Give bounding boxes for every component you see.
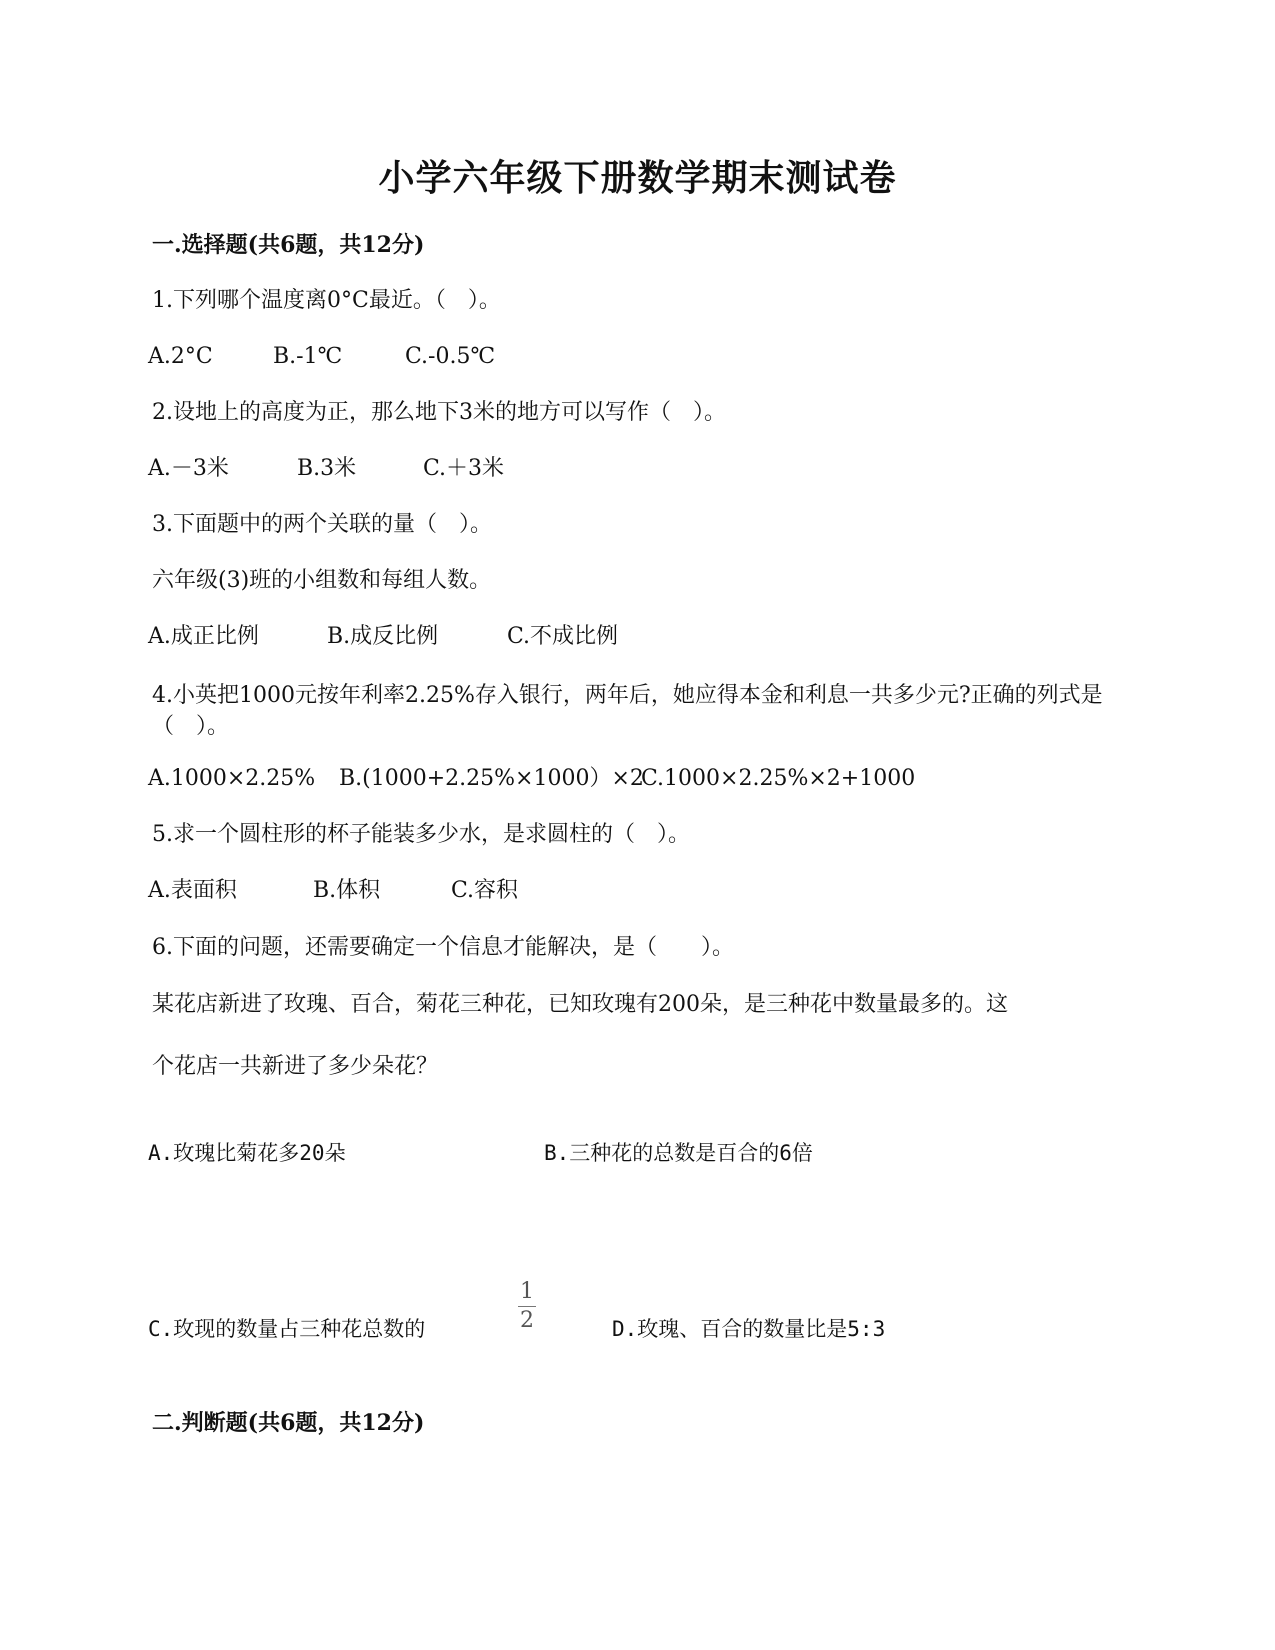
question-2-option-c: C.＋3米 — [423, 456, 505, 481]
question-1-option-a: A.2°C — [148, 344, 213, 369]
question-4-option-b: B.(1000+2.25%×1000）×2 — [339, 766, 644, 791]
section-heading-judgement: 二.判断题(共6题，共12分) — [152, 1410, 425, 1436]
question-6-context-line-2: 个花店一共新进了多少朵花？ — [152, 1054, 439, 1079]
question-2-option-a: A.－3米 — [148, 456, 229, 481]
section-heading-choice: 一.选择题(共6题，共12分) — [152, 232, 425, 258]
question-3-stem: 3.下面题中的两个关联的量（ ）。 — [152, 512, 492, 537]
question-2-stem: 2.设地上的高度为正，那么地下3米的地方可以写作（ ）。 — [152, 400, 726, 425]
question-6-context-line-1: 某花店新进了玫瑰、百合，菊花三种花，已知玫瑰有200朵，是三种花中数量最多的。这 — [152, 992, 1008, 1017]
question-3-option-a: A.成正比例 — [148, 624, 259, 649]
page-title: 小学六年级下册数学期末测试卷 — [378, 157, 897, 199]
question-5-stem: 5.求一个圆柱形的杯子能装多少水，是求圆柱的（ ）。 — [152, 822, 690, 847]
question-3-option-c: C.不成比例 — [507, 624, 619, 649]
question-1-option-b: B.-1℃ — [273, 344, 343, 369]
question-4-option-c: C.1000×2.25%×2+1000 — [641, 766, 916, 791]
question-1-stem: 1.下列哪个温度离0°C最近。（ ）。 — [152, 288, 501, 313]
question-5-option-b: B.体积 — [313, 878, 381, 903]
question-2-option-b: B.3米 — [297, 456, 357, 481]
fraction-denominator: 2 — [520, 1308, 534, 1333]
question-6-fraction — [515, 1280, 539, 1333]
question-3-context: 六年级(3)班的小组数和每组人数。 — [152, 568, 492, 593]
fraction-numerator: 1 — [520, 1279, 534, 1304]
question-6-stem: 6.下面的问题，还需要确定一个信息才能解决，是（ ）。 — [152, 935, 734, 960]
question-6-option-b: B.三种花的总数是百合的6倍 — [544, 1141, 813, 1165]
question-6-option-c: C.玫现的数量占三种花总数的 — [148, 1317, 426, 1341]
question-3-option-b: B.成反比例 — [327, 624, 439, 649]
question-4-stem: 4.小英把1000元按年利率2.25%存入银行，两年后，她应得本金和利息一共多少元?正确的列式是（ ）。 — [152, 683, 1103, 739]
fraction-bar — [518, 1306, 536, 1307]
question-1-option-c: C.-0.5℃ — [405, 344, 496, 369]
question-5-option-a: A.表面积 — [148, 878, 237, 903]
question-4-option-a: A.1000×2.25% — [148, 766, 316, 791]
question-6-option-a: A.玫瑰比菊花多20朵 — [148, 1141, 346, 1165]
question-6-option-d: D.玫瑰、百合的数量比是5:3 — [612, 1317, 886, 1341]
question-5-option-c: C.容积 — [451, 878, 519, 903]
